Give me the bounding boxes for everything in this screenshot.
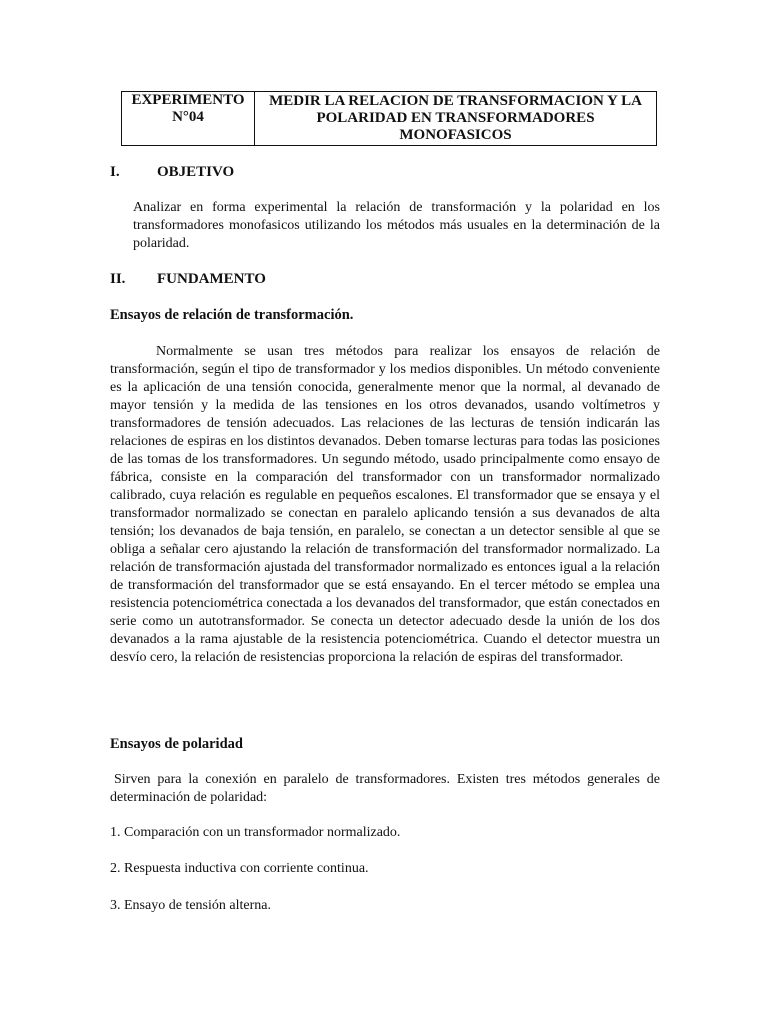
experiment-title-line-3: MONOFASICOS bbox=[399, 127, 512, 143]
polaridad-paragraph: Sirven para la conexión en paralelo de transformadores. Existen tres métodos generales de determinación de polaridad: bbox=[110, 772, 660, 805]
subheading-relacion-transformacion: Ensayos de relación de transformación. bbox=[110, 307, 354, 323]
experiment-number: N°04 bbox=[172, 109, 204, 125]
objective-paragraph: Analizar en forma experimental la relación de transformación y la polaridad en los transformadores monofasicos utilizando los métodos más usuales en la determinación de la polaridad. bbox=[133, 200, 660, 251]
section-title: OBJETIVO bbox=[157, 164, 235, 180]
list-item: 1. Comparación con un transformador normalizado. bbox=[110, 825, 401, 840]
experiment-title-line-2: POLARIDAD EN TRANSFORMADORES bbox=[316, 110, 595, 126]
section-title: FUNDAMENTO bbox=[157, 271, 266, 287]
section-heading-objetivo bbox=[110, 164, 234, 181]
subheading-polaridad: Ensayos de polaridad bbox=[110, 736, 243, 752]
section-heading-fundamento bbox=[110, 271, 266, 288]
fundamento-paragraph: Normalmente se usan tres métodos para realizar los ensayos de relación de transformación, según el tipo de transformador y los medios disponibles. Un método conveniente es la aplicación de una tensión conocida, generalmente menor que la normal, al devanado de mayor tensión y la medida de las tensiones en los otros devanados, usando voltímetros y transformadores de tensión adecuados. Las relaciones de las lecturas de tensión indicarán las relaciones de espiras en los distintos devanados. Deben tomarse lecturas para todas las posiciones de las tomas de los transformadores. Un segundo método, usado principalmente como ensayo de fábrica, consiste en la comparación del transformador con un transformador normalizado calibrado, cuya relación es regulable en pequeños escalones. El transformador que se ensaya y el transformador normalizado se conectan en paralelo aplicando tensión a sus devanados de alta tensión; los devanados de baja tensión, en paralelo, se conectan a un detector sensible al que se obliga a señalar cero ajustando la relación de transformación del transformador normalizado. La relación de transformación ajustada del transformador normalizado es entonces igual a la relación de transformación del transformador que se está ensayando. En el tercer método se emplea una resistencia potenciométrica conectada a los devanados del transformador, que están conectados en serie como un autotransformador. Se conecta un detector adecuado desde la unión de los dos devanados a la rama ajustable de la resistencia potenciométrica. Cuando el detector muestra un desvío cero, la relación de resistencias proporciona la relación de espiras del transformador. bbox=[110, 344, 660, 665]
experiment-number-cell bbox=[122, 92, 255, 146]
experiment-header-table bbox=[121, 91, 657, 146]
experiment-title-cell bbox=[255, 92, 657, 146]
experiment-title-line-1: MEDIR LA RELACION DE TRANSFORMACION Y LA bbox=[269, 93, 642, 109]
list-item: 3. Ensayo de tensión alterna. bbox=[110, 898, 271, 913]
experiment-label: EXPERIMENTO bbox=[131, 92, 245, 108]
list-item: 2. Respuesta inductiva con corriente continua. bbox=[110, 861, 369, 876]
section-number: I. bbox=[110, 164, 120, 180]
section-number: II. bbox=[110, 271, 126, 287]
